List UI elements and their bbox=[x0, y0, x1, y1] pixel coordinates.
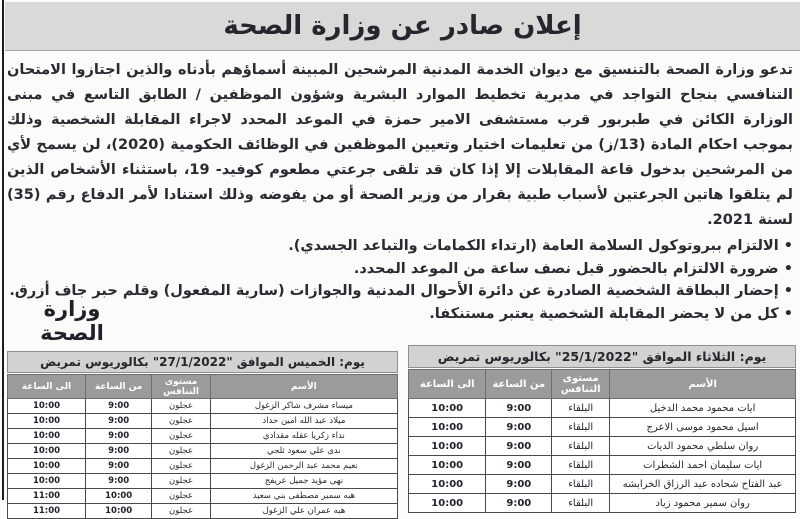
from-hour-cell: 9:00 bbox=[486, 418, 552, 437]
to-hour-cell: 10:00 bbox=[409, 399, 486, 418]
from-hour-cell: 9:00 bbox=[86, 459, 152, 474]
from-hour-cell: 10:00 bbox=[86, 504, 152, 519]
level-cell: عجلون bbox=[152, 504, 211, 519]
level-cell: عجلون bbox=[152, 429, 211, 444]
column-header-name: الأسم bbox=[210, 375, 397, 399]
page-title: إعلان صادر عن وزارة الصحة bbox=[223, 11, 582, 41]
name-cell: عبد الفتاح شحاده عبد الرزاق الخرابشه bbox=[610, 475, 796, 494]
candidate-row bbox=[8, 459, 398, 474]
schedule-table-tuesday bbox=[408, 345, 796, 513]
column-header-from-hour: من الساعة bbox=[86, 375, 152, 399]
table-header-row bbox=[8, 375, 398, 399]
name-cell: اسيل محمود موسى الاعرج bbox=[610, 418, 796, 437]
to-hour-cell: 10:00 bbox=[8, 414, 86, 429]
level-cell: عجلون bbox=[152, 459, 211, 474]
candidate-row bbox=[409, 437, 796, 456]
to-hour-cell: 10:00 bbox=[409, 475, 486, 494]
candidate-row bbox=[409, 456, 796, 475]
ministry-signature: وزارة الصحة bbox=[40, 297, 104, 345]
from-hour-cell: 9:00 bbox=[486, 494, 552, 513]
name-cell: روان سمير محمود زياد bbox=[610, 494, 796, 513]
to-hour-cell: 10:00 bbox=[409, 418, 486, 437]
body-paragraph: تدعو وزارة الصحة بالتنسيق مع ديوان الخدمة المدنية المرشحين المبينة أسماؤهم بأدناه والذين اجتازوا الامتحان التنافسي بنجاح التواجد في مديرية تخطيط الموارد البشرية وشؤون الموظفين / الطابق التاسع في مبنى الوزارة الكائن في طبربور قرب مستشفى الامير حمزة في الموعد المحدد لاجراء المقابلة الشخصية وذلك بموجب احكام المادة (13/ز) من تعليمات اختيار وتعيين الموظفين في الوظائف الحكومية (2020)، لن يسمح لأي من المرشحين بدخول قاعة المقابلات إلا إذا كان قد تلقى جرعتي مطعوم كوفيد- 19، باستثناء الأشخاص الذين لم يتلقوا هاتين الجرعتين لأسباب طبية بقرار من وزير الصحة أو من يفوضه وذلك استنادا لأمر الدفاع رقم (35) لسنة 2021. bbox=[7, 62, 793, 228]
from-hour-cell: 9:00 bbox=[486, 437, 552, 456]
candidate-row bbox=[8, 399, 398, 414]
level-cell: عجلون bbox=[152, 444, 211, 459]
name-cell: نهى مؤيد جميل عريفج bbox=[210, 474, 397, 489]
to-hour-cell: 10:00 bbox=[8, 474, 86, 489]
from-hour-cell: 9:00 bbox=[486, 456, 552, 475]
candidate-row bbox=[8, 489, 398, 504]
candidate-row bbox=[409, 418, 796, 437]
to-hour-cell: 10:00 bbox=[409, 437, 486, 456]
name-cell: ايات محمود محمد الدخيل bbox=[610, 399, 796, 418]
level-cell: البلقاء bbox=[552, 475, 610, 494]
table-header-row bbox=[409, 370, 796, 399]
from-hour-cell: 9:00 bbox=[86, 399, 152, 414]
column-header-to-hour: الى الساعة bbox=[8, 375, 86, 399]
bullet-item-arrival: • ضرورة الالتزام بالحضور قبل نصف ساعة من الموعد المحدد. bbox=[7, 258, 793, 281]
bullet-item-safety: • الالتزام ببروتوكول السلامة العامة (ارتداء الكمامات والتباعد الجسدي). bbox=[7, 235, 793, 258]
candidate-row bbox=[409, 399, 796, 418]
to-hour-cell: 10:00 bbox=[8, 444, 86, 459]
to-hour-cell: 11:00 bbox=[8, 489, 86, 504]
from-hour-cell: 9:00 bbox=[86, 474, 152, 489]
from-hour-cell: 9:00 bbox=[86, 414, 152, 429]
name-cell: روان سلطي محمود الديات bbox=[610, 437, 796, 456]
from-hour-cell: 9:00 bbox=[86, 444, 152, 459]
name-cell: نداء زكريا عقله مقدادي bbox=[210, 429, 397, 444]
to-hour-cell: 10:00 bbox=[409, 494, 486, 513]
column-header-from-hour: من الساعة bbox=[486, 370, 552, 399]
candidate-row bbox=[8, 444, 398, 459]
table-title-tuesday: يوم: الثلاثاء الموافق "25/1/2022" بكالوريوس تمريض bbox=[408, 345, 796, 368]
column-header-to-hour: الى الساعة bbox=[409, 370, 486, 399]
to-hour-cell: 10:00 bbox=[8, 429, 86, 444]
to-hour-cell: 10:00 bbox=[409, 456, 486, 475]
level-cell: البلقاء bbox=[552, 418, 610, 437]
announcement-body bbox=[7, 58, 793, 325]
column-header-level: مستوى التنافس bbox=[152, 375, 211, 399]
level-cell: عجلون bbox=[152, 399, 211, 414]
to-hour-cell: 10:00 bbox=[8, 459, 86, 474]
level-cell: عجلون bbox=[152, 489, 211, 504]
level-cell: عجلون bbox=[152, 474, 211, 489]
level-cell: البلقاء bbox=[552, 456, 610, 475]
name-cell: هبه سمير مصطفى بني سعيد bbox=[210, 489, 397, 504]
column-header-name: الأسم bbox=[610, 370, 796, 399]
candidate-row bbox=[8, 429, 398, 444]
candidate-row bbox=[8, 504, 398, 519]
page-left-rule bbox=[2, 0, 4, 500]
name-cell: هبه عمران علي الزغول bbox=[210, 504, 397, 519]
name-cell: ندى علي سعود ثلجي bbox=[210, 444, 397, 459]
from-hour-cell: 9:00 bbox=[486, 399, 552, 418]
level-cell: البلقاء bbox=[552, 494, 610, 513]
bullet-item-id-card: • إحضار البطاقة الشخصية الصادرة عن دائرة الأحوال المدنية والجوازات (سارية المفعول) وقلم حبر جاف أزرق. bbox=[7, 280, 793, 303]
name-cell: ايات سليمان احمد الشطرات bbox=[610, 456, 796, 475]
schedule-table-thursday bbox=[7, 351, 398, 519]
candidate-row bbox=[409, 475, 796, 494]
level-cell: البلقاء bbox=[552, 437, 610, 456]
candidates-table-thursday bbox=[7, 374, 398, 519]
from-hour-cell: 9:00 bbox=[486, 475, 552, 494]
candidate-row bbox=[8, 414, 398, 429]
announcement-title-bar bbox=[5, 2, 800, 51]
table-title-thursday: يوم: الخميس الموافق "27/1/2022" بكالوريوس تمريض bbox=[7, 351, 398, 373]
from-hour-cell: 9:00 bbox=[86, 429, 152, 444]
bullet-item-no-show: • كل من لا يحضر المقابلة الشخصية يعتبر مستنكفا. bbox=[7, 303, 793, 326]
to-hour-cell: 10:00 bbox=[8, 399, 86, 414]
name-cell: نعيم محمد عبد الرحمن الزغول bbox=[210, 459, 397, 474]
level-cell: عجلون bbox=[152, 414, 211, 429]
candidate-row bbox=[409, 494, 796, 513]
column-header-level: مستوى التنافس bbox=[552, 370, 610, 399]
to-hour-cell: 11:00 bbox=[8, 504, 86, 519]
from-hour-cell: 10:00 bbox=[86, 489, 152, 504]
name-cell: ميساء مشرف شاكر الزغول bbox=[210, 399, 397, 414]
candidate-row bbox=[8, 474, 398, 489]
name-cell: ميلاد عبد الله امين حداد bbox=[210, 414, 397, 429]
level-cell: البلقاء bbox=[552, 399, 610, 418]
candidates-table-tuesday bbox=[408, 369, 796, 513]
